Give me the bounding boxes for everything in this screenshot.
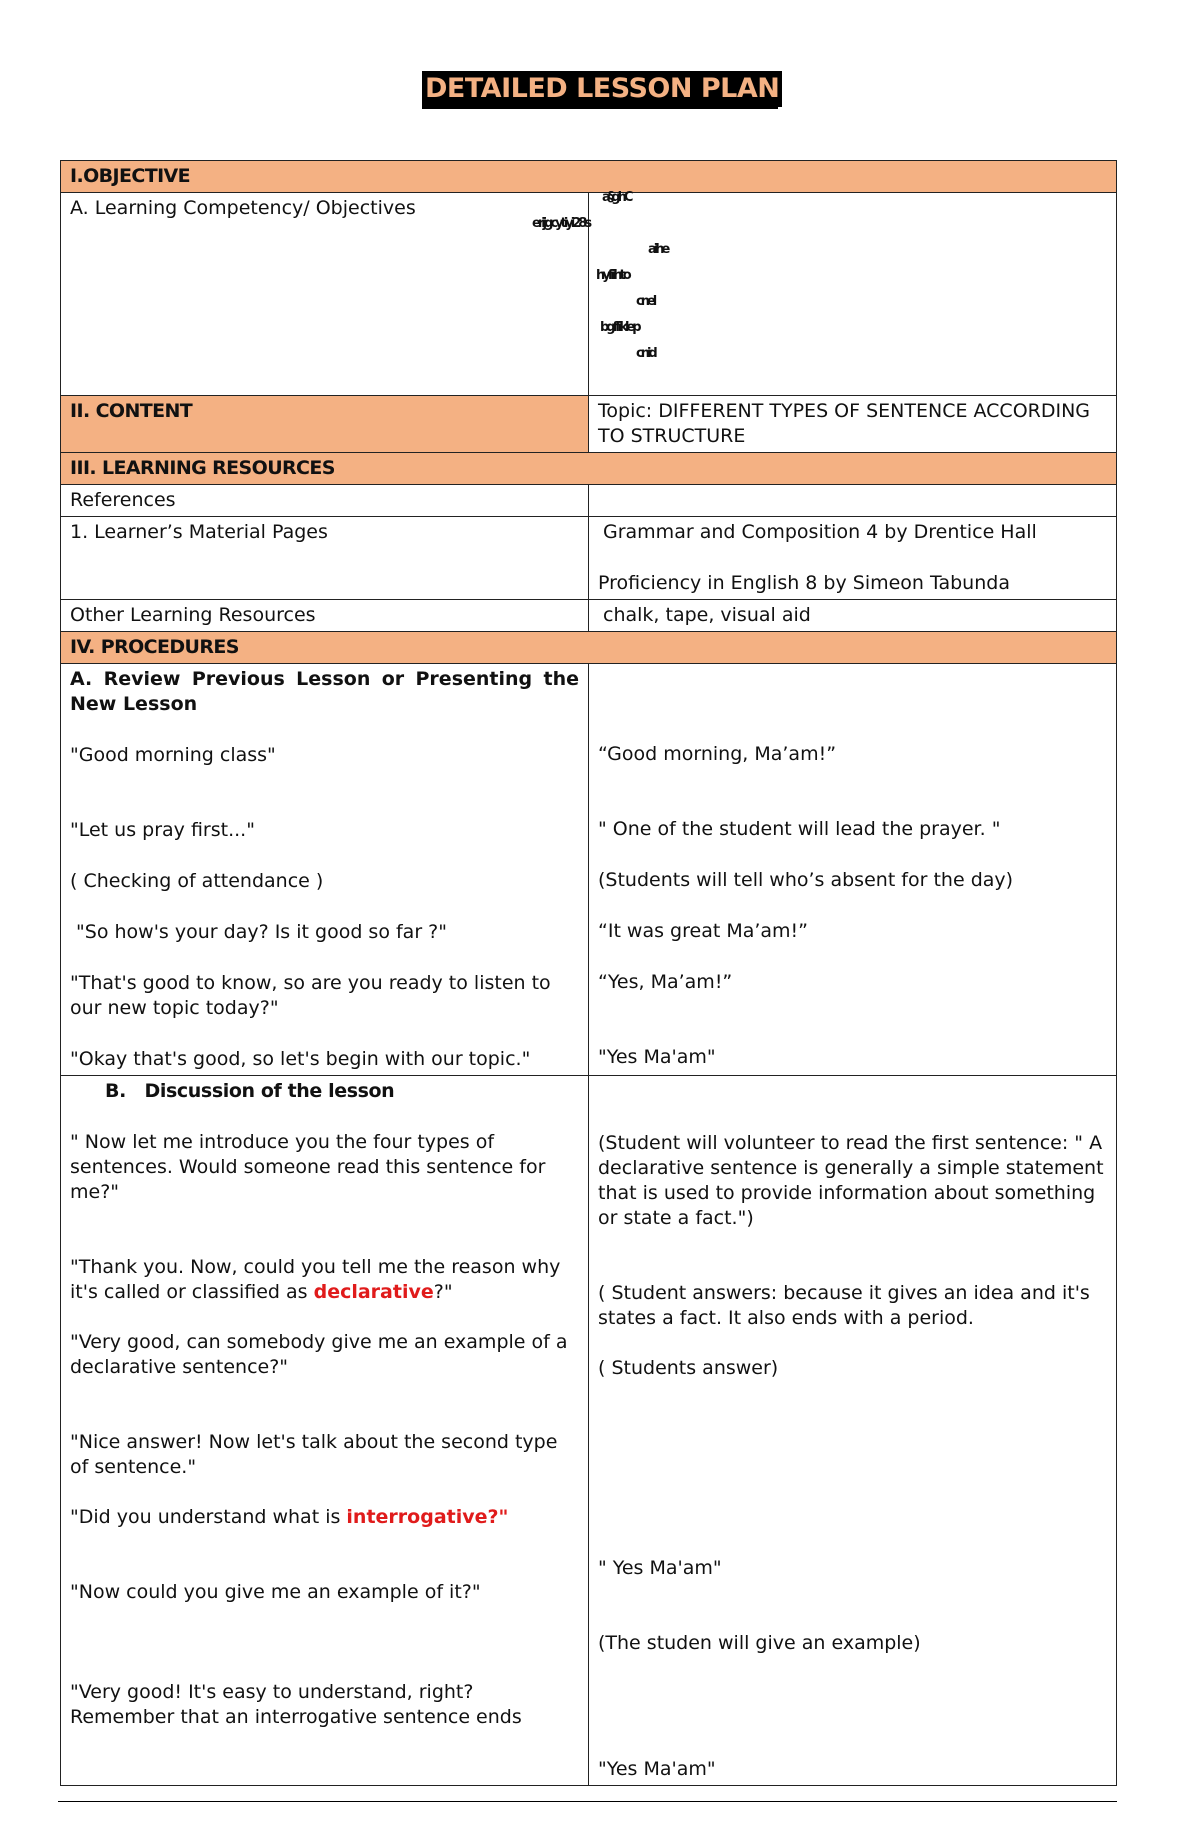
teacher-line: "Very good! It's easy to understand, right? Remember that an interrogative sentence ends: [70, 1681, 522, 1728]
procedure-a-heading: A. Review Previous Lesson or Presenting the New Lesson: [70, 668, 579, 715]
student-line: ( Students answer): [598, 1357, 779, 1379]
garbled-line: cnid: [636, 346, 655, 361]
teacher-line: "Did you understand what is interrogative?": [70, 1506, 509, 1528]
teacher-line: "Thank you. Now, could you tell me the reason why it's called or classified as declarative?": [70, 1256, 561, 1303]
teacher-line: ( Checking of attendance ): [70, 870, 324, 892]
resources-header-row: [61, 453, 1117, 485]
student-line: "Yes Ma'am": [598, 1046, 716, 1068]
student-line: " Yes Ma'am": [598, 1557, 722, 1579]
procedure-a-teacher: [61, 664, 589, 1076]
interrogative-highlight: interrogative?": [346, 1506, 509, 1528]
procedure-a-row: [61, 664, 1117, 1076]
student-line: “It was great Ma’am!”: [598, 920, 809, 942]
procedures-header-row: [61, 632, 1117, 664]
student-line: (Students will tell who’s absent for the day): [598, 869, 1014, 891]
page-bottom-rule: [58, 1801, 1117, 1802]
teacher-line: "Nice answer! Now let's talk about the second type of sentence.": [70, 1431, 558, 1478]
student-line: " One of the student will lead the prayer. ": [598, 818, 1001, 840]
garbled-line: a§ghC: [602, 190, 631, 205]
procedures-heading: IV. PROCEDURES: [61, 632, 1117, 664]
lesson-plan-table: [60, 160, 1117, 1786]
objective-heading: I.OBJECTIVE: [61, 161, 1117, 193]
procedure-b-row: [61, 1076, 1117, 1786]
garbled-line: erijgcytiyi28s: [532, 216, 590, 231]
references-label: References: [61, 485, 589, 517]
content-heading: II. CONTENT: [61, 396, 589, 453]
student-line: (Student will volunteer to read the first sentence: " A declarative sentence is generally a simple statement that is used to provide information about something or state a fact."): [598, 1132, 1104, 1229]
page-title: DETAILED LESSON PLAN: [422, 71, 782, 107]
student-line: "Yes Ma'am": [598, 1758, 716, 1780]
procedure-b-student: [589, 1076, 1117, 1786]
other-resources-label: Other Learning Resources: [61, 600, 589, 632]
other-resources-value: chalk, tape, visual aid: [589, 600, 1117, 632]
other-resources-row: [61, 600, 1117, 632]
content-topic: Topic: DIFFERENT TYPES OF SENTENCE ACCORDING TO STRUCTURE: [589, 396, 1117, 453]
teacher-line: "Okay that's good, so let's begin with our topic.": [70, 1048, 531, 1070]
garbled-line: bgffiklep: [600, 320, 639, 335]
student-line: “Good morning, Ma’am!”: [598, 743, 837, 765]
teacher-line: " Now let me introduce you the four types of sentences. Would someone read this sentence for me?": [70, 1131, 546, 1203]
garbled-line: cnel: [636, 294, 655, 309]
teacher-line: "Now could you give me an example of it?": [70, 1581, 481, 1603]
student-line: (The studen will give an example): [598, 1632, 921, 1654]
objective-label: A. Learning Competency/ Objectives: [61, 193, 589, 396]
teacher-line: "Let us pray first...": [70, 819, 255, 841]
learner-material-value: [589, 517, 1117, 600]
resources-heading: III. LEARNING RESOURCES: [61, 453, 1117, 485]
student-line: “Yes, Ma’am!”: [598, 971, 733, 993]
procedure-b-heading: B. Discussion of the lesson: [105, 1080, 395, 1102]
teacher-line: "Good morning class": [70, 744, 276, 766]
teacher-line: "That's good to know, so are you ready to listen to our new topic today?": [70, 972, 551, 1019]
garbled-line: hyfiihto: [596, 268, 629, 283]
learner-material-row: [61, 517, 1117, 600]
objectives-garbled-text: [530, 190, 670, 370]
garbled-line: aihe: [648, 242, 668, 257]
procedure-b-teacher: [61, 1076, 589, 1786]
reference-book-1: Grammar and Composition 4 by Drentice Hall: [603, 521, 1037, 543]
content-row: [61, 396, 1117, 453]
reference-book-2: Proficiency in English 8 by Simeon Tabunda: [598, 572, 1010, 594]
student-line: ( Student answers: because it gives an idea and it's states a fact. It also ends with a period.: [598, 1282, 1090, 1329]
procedure-a-student: [589, 664, 1117, 1076]
references-row: [61, 485, 1117, 517]
declarative-highlight: declarative: [313, 1281, 434, 1303]
objective-header-row: [61, 161, 1117, 193]
title-underline: [422, 107, 778, 109]
references-value: [589, 485, 1117, 517]
teacher-line: "Very good, can somebody give me an example of a declarative sentence?": [70, 1331, 568, 1378]
learner-material-label: 1. Learner’s Material Pages: [61, 517, 589, 600]
teacher-line: "So how's your day? Is it good so far ?": [70, 921, 447, 943]
